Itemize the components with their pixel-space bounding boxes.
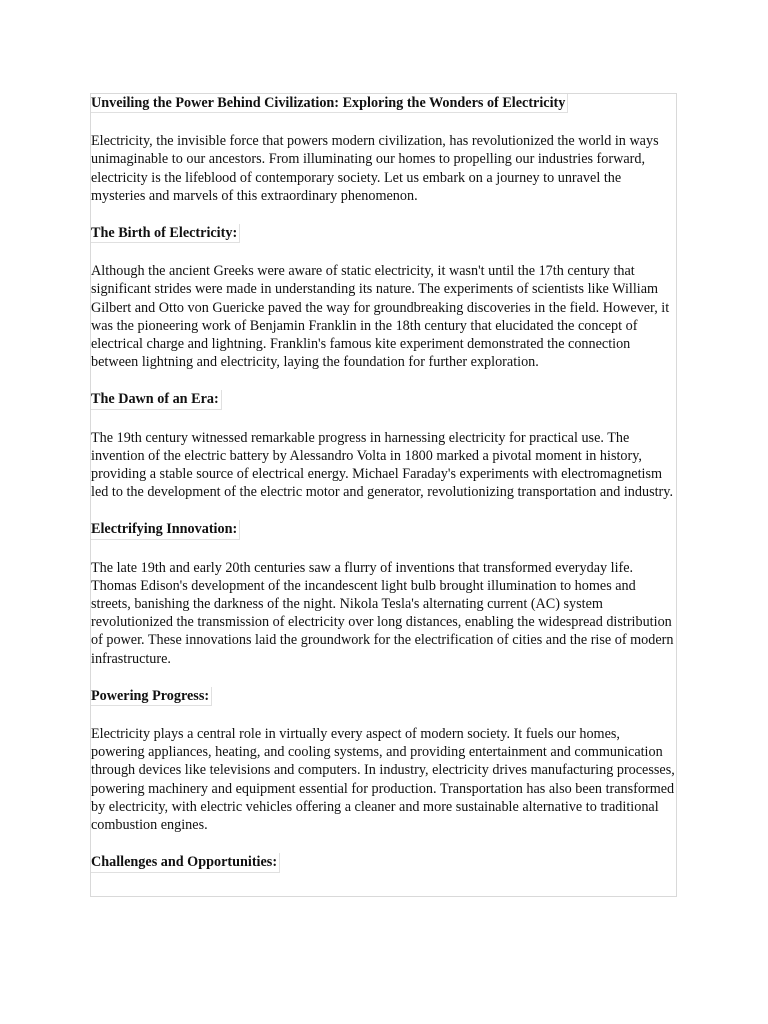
section-heading-innovation: Electrifying Innovation: [91, 520, 240, 539]
section-heading-challenges: Challenges and Opportunities: [91, 853, 280, 872]
section-heading-dawn: The Dawn of an Era: [91, 390, 222, 409]
section-heading-progress: Powering Progress: [91, 687, 212, 706]
section-body-birth: Although the ancient Greeks were aware of static electricity, it wasn't until the 17th century that significant strides were made in understanding its nature. The experiments of scientists like William Gilbert and Otto von Guericke paved the way for groundbreaking discoveries in the field. However, it was the pioneering work of Benjamin Franklin in the 18th century that elucidated the concept of electrical charge and lightning. Franklin's famous kite experiment demonstrated the connection between lightning and electricity, laying the foundation for further exploration. [91, 263, 670, 371]
document-body [91, 94, 675, 873]
document-title: Unveiling the Power Behind Civilization: Exploring the Wonders of Electricity [91, 94, 568, 113]
section-body-innovation: The late 19th and early 20th centuries saw a flurry of inventions that transformed everyday life. Thomas Edison's development of the incandescent light bulb brought illumination to homes and streets, banishing the darkness of the night. Nikola Tesla's alternating current (AC) system revolutionized the transmission of electricity over long distances, enabling the widespread distribution of power. These innovations laid the groundwork for the electrification of cities and the rise of modern infrastructure. [91, 559, 674, 667]
section-body-dawn: The 19th century witnessed remarkable progress in harnessing electricity for practical use. The invention of the electric battery by Alessandro Volta in 1800 marked a pivotal moment in history, providing a stable source of electrical energy. Michael Faraday's experiments with electromagnetism led to the development of the electric motor and generator, revolutionizing transportation and industry. [91, 429, 673, 501]
section-heading-birth: The Birth of Electricity: [91, 224, 240, 243]
section-body-progress: Electricity plays a central role in virtually every aspect of modern society. It fuels our homes, powering appliances, heating, and cooling systems, and providing entertainment and communication through devices like televisions and computers. In industry, electricity drives manufacturing processes, powering machinery and equipment essential for production. Transportation has also been transformed by electricity, with electric vehicles offering a cleaner and more sustainable alternative to traditional combustion engines. [91, 726, 675, 834]
intro-paragraph: Electricity, the invisible force that powers modern civilization, has revolutionized the world in ways unimaginable to our ancestors. From illuminating our homes to propelling our industries forward, electricity is the lifeblood of contemporary society. Let us embark on a journey to unravel the mysteries and marvels of this extraordinary phenomenon. [91, 133, 659, 204]
